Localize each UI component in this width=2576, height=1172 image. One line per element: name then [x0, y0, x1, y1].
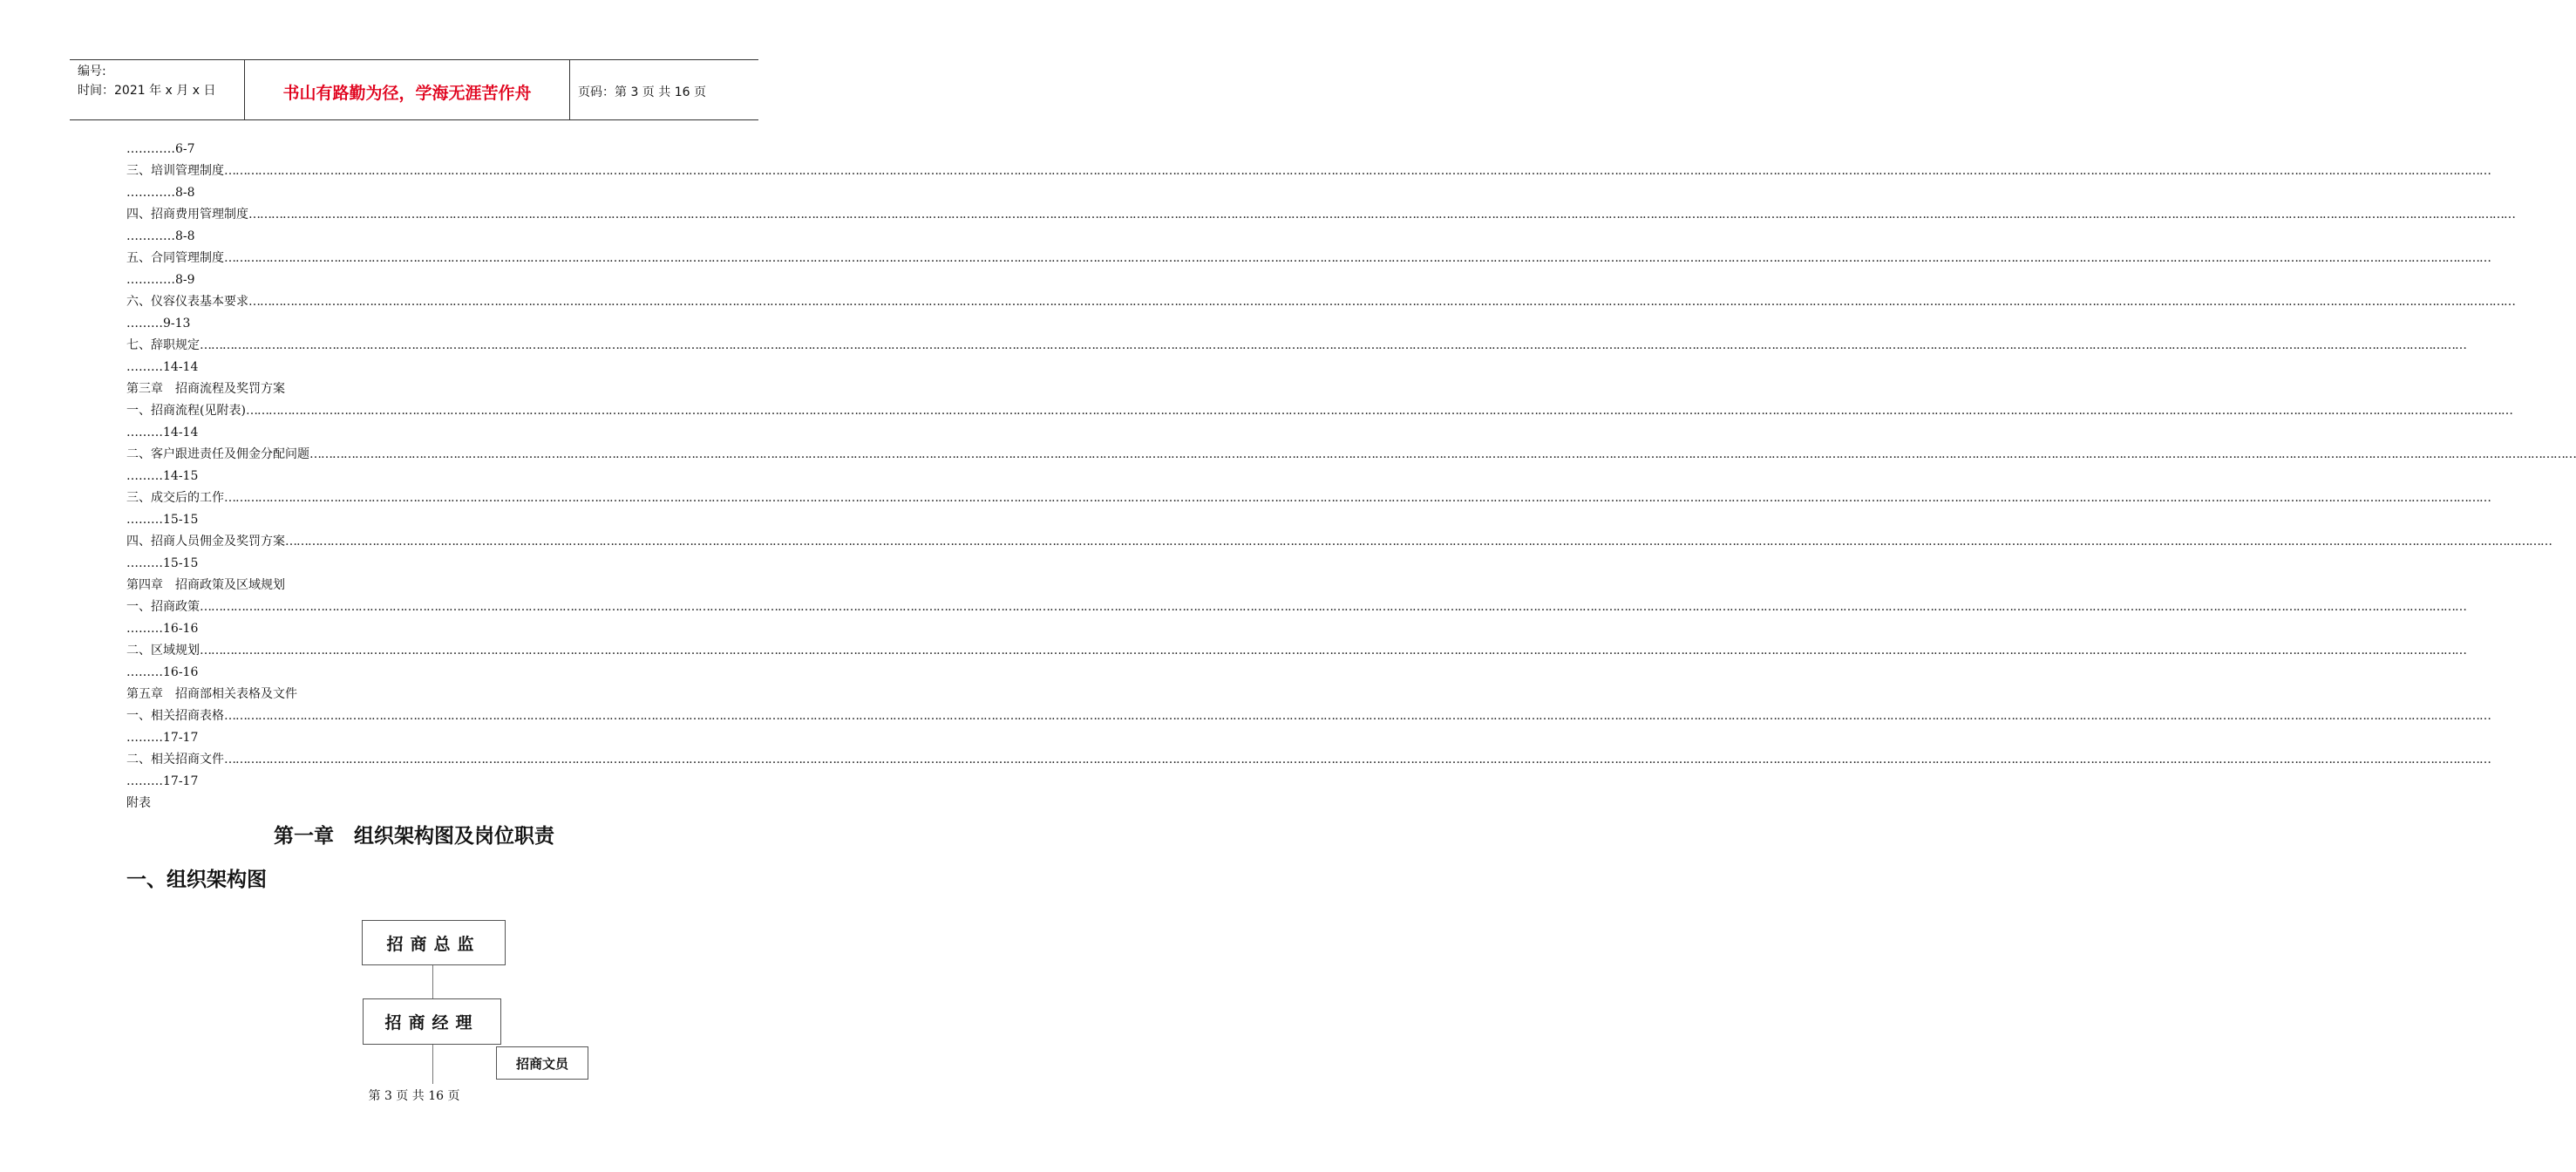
header-motto: 书山有路勤为径，学海无涯苦作舟 — [245, 60, 570, 119]
header-time: 时间：2021 年 x 月 x 日 — [78, 84, 216, 98]
toc-leader-dots: …………………………………………………………………………………………………………………………………………………………………………………………………………………………………………………………………………………………………………………………………………………………………………………………………………………………………………………………………………………………………………………………………………………… — [285, 535, 2552, 549]
toc-entry — [126, 139, 710, 160]
toc-leader-dots: …………………………………………………………………………………………………………………………………………………………………………………………………………………………………………………………………………………………………………………………………………………………………………………………………………………………………………………………………………………………………………………………………………………… — [248, 295, 2515, 309]
table-of-contents — [126, 139, 2576, 814]
toc-entry — [126, 335, 2466, 357]
header-page-number: 页码：第 3 页 共 16 页 — [578, 85, 706, 99]
toc-entry-text: ………9-13 — [126, 317, 191, 330]
toc-entry-text: 第四章 招商政策及区域规划 — [126, 578, 285, 592]
toc-entry-text: 四、招商人员佣金及奖罚方案 — [126, 535, 285, 549]
toc-entry-text: 一、招商流程(见附表) — [126, 404, 246, 418]
toc-entry-text: ………16-16 — [126, 622, 199, 636]
toc-leader-dots: …………………………………………………………………………………………………………………………………………………………………………………………………………………………………………………………………………………………………………………………………………………………………………………………………………………………………………………………………………………………………………………………………………………… — [245, 404, 2512, 418]
toc-entry-text: ………16-16 — [126, 665, 199, 679]
toc-entry-text: 二、客户跟进责任及佣金分配问题 — [126, 447, 309, 461]
toc-leader-dots: …………………………………………………………………………………………………………………………………………………………………………………………………………………………………………………………………………………………………………………………………………………………………………………………………………………………………………………………………………………………………………………………………………………… — [224, 491, 2491, 505]
toc-entry — [126, 749, 2491, 771]
toc-entry — [126, 684, 710, 705]
toc-entry-text: 七、辞职规定 — [126, 338, 200, 352]
header-code: 编号: — [78, 65, 106, 78]
toc-leader-dots: …………………………………………………………………………………………………………………………………………………………………………………………………………………………………………………………………………………………………………………………………………………………………………………………………………………………………………………………………………………………………………………………………………………… — [224, 753, 2491, 767]
toc-entry-text: 四、招商费用管理制度 — [126, 208, 248, 221]
toc-entry — [126, 204, 2515, 226]
toc-entry-text: 三、成交后的工作 — [126, 491, 224, 505]
toc-leader-dots: …………………………………………………………………………………………………………………………………………………………………………………………………………………………………………………………………………………………………………………………………………………………………………………………………………………………………………………………………………………………………………………………………………………… — [309, 447, 2576, 461]
toc-entry-text: 三、培训管理制度 — [126, 164, 224, 178]
toc-entry-text: 六、仪容仪表基本要求 — [126, 295, 248, 309]
toc-leader-dots: …………………………………………………………………………………………………………………………………………………………………………………………………………………………………………………………………………………………………………………………………………………………………………………………………………………………………………………………………………………………………………………………………………………… — [200, 600, 2466, 614]
toc-entry — [126, 662, 710, 684]
page-footer: 第 3 页 共 16 页 — [368, 1089, 460, 1103]
toc-entry-text: 二、区域规划 — [126, 644, 200, 658]
connector-line — [432, 965, 433, 998]
org-node-clerk: 招商文员 — [496, 1046, 588, 1080]
toc-entry — [126, 182, 710, 204]
toc-leader-dots: …………………………………………………………………………………………………………………………………………………………………………………………………………………………………………………………………………………………………………………………………………………………………………………………………………………………………………………………………………………………………………………………………………………… — [248, 208, 2515, 221]
toc-entry — [126, 640, 2466, 662]
toc-leader-dots: …………………………………………………………………………………………………………………………………………………………………………………………………………………………………………………………………………………………………………………………………………………………………………………………………………………………………………………………………………………………………………………………………………………… — [224, 164, 2491, 178]
toc-entry — [126, 422, 710, 444]
toc-entry — [126, 596, 2466, 618]
toc-entry — [126, 466, 710, 487]
org-node-director: 招商总监 — [362, 920, 506, 965]
toc-entry-text: ………17-17 — [126, 774, 199, 788]
toc-leader-dots: …………………………………………………………………………………………………………………………………………………………………………………………………………………………………………………………………………………………………………………………………………………………………………………………………………………………………………………………………………………………………………………………………………………… — [224, 251, 2491, 265]
toc-entry-text: 第五章 招商部相关表格及文件 — [126, 687, 297, 701]
org-node-manager: 招商经理 — [363, 998, 501, 1045]
toc-entry-text: …………8-8 — [126, 229, 195, 243]
toc-entry — [126, 400, 2512, 422]
toc-entry — [126, 771, 710, 793]
toc-entry — [126, 313, 710, 335]
toc-entry — [126, 793, 710, 814]
toc-entry-text: ………14-14 — [126, 426, 199, 440]
toc-leader-dots: …………………………………………………………………………………………………………………………………………………………………………………………………………………………………………………………………………………………………………………………………………………………………………………………………………………………………………………………………………………………………………………………………………………… — [200, 644, 2466, 658]
toc-entry-text: 附表 — [126, 796, 151, 810]
toc-entry-text: ………15-15 — [126, 556, 199, 570]
toc-entry-text: ………17-17 — [126, 731, 199, 745]
toc-entry-text: …………8-9 — [126, 273, 195, 287]
toc-entry — [126, 226, 710, 248]
toc-entry-text: ………14-15 — [126, 469, 199, 483]
toc-entry — [126, 160, 2491, 182]
toc-entry — [126, 575, 710, 596]
toc-entry — [126, 727, 710, 749]
toc-leader-dots: …………………………………………………………………………………………………………………………………………………………………………………………………………………………………………………………………………………………………………………………………………………………………………………………………………………………………………………………………………………………………………………………………………………… — [224, 709, 2491, 723]
toc-entry — [126, 509, 710, 531]
toc-entry — [126, 618, 710, 640]
toc-leader-dots: …………………………………………………………………………………………………………………………………………………………………………………………………………………………………………………………………………………………………………………………………………………………………………………………………………………………………………………………………………………………………………………………………………………… — [200, 338, 2466, 352]
toc-entry-text: …………6-7 — [126, 142, 195, 156]
toc-entry — [126, 269, 710, 291]
toc-entry — [126, 378, 710, 400]
connector-line — [432, 1045, 433, 1084]
toc-entry-text: …………8-8 — [126, 186, 195, 200]
toc-entry-text: ………14-14 — [126, 360, 199, 374]
toc-entry — [126, 553, 710, 575]
toc-entry — [126, 531, 2552, 553]
toc-entry — [126, 705, 2491, 727]
toc-entry-text: 第三章 招商流程及奖罚方案 — [126, 382, 285, 396]
toc-entry — [126, 357, 710, 378]
header-meta — [70, 60, 245, 119]
chapter-title: 第一章 组织架构图及岗位职责 — [274, 825, 554, 848]
toc-entry — [126, 248, 2491, 269]
page-header — [70, 59, 758, 120]
toc-entry-text: 二、相关招商文件 — [126, 753, 224, 767]
toc-entry — [126, 444, 2576, 466]
toc-entry — [126, 291, 2515, 313]
toc-entry-text: 一、相关招商表格 — [126, 709, 224, 723]
toc-entry-text: ………15-15 — [126, 513, 199, 527]
toc-entry-text: 五、合同管理制度 — [126, 251, 224, 265]
toc-entry — [126, 487, 2491, 509]
toc-entry-text: 一、招商政策 — [126, 600, 200, 614]
section-title: 一、组织架构图 — [126, 869, 267, 891]
